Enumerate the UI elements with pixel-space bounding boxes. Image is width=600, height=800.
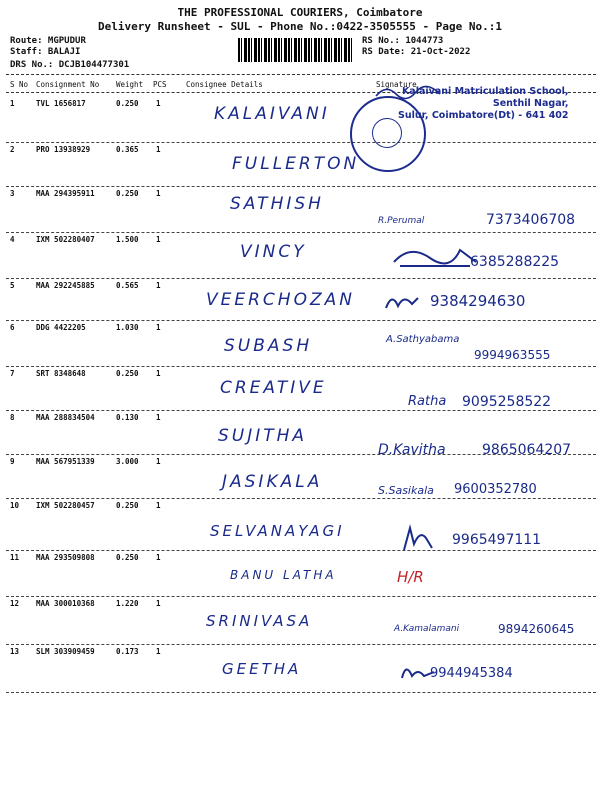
row-weight: 0.565 — [116, 281, 139, 290]
table-row — [6, 366, 596, 411]
row-pcs: 1 — [156, 235, 161, 244]
row-pcs: 1 — [156, 457, 161, 466]
table-row — [6, 454, 596, 499]
row-consignment: IXM 502280407 — [36, 235, 95, 244]
phone: 9894260645 — [498, 622, 575, 636]
row-sno: 6 — [10, 323, 15, 332]
table-row — [6, 498, 596, 551]
row-weight: 0.250 — [116, 189, 139, 198]
row-pcs: 1 — [156, 99, 161, 108]
row-weight: 1.220 — [116, 599, 139, 608]
row-weight: 1.500 — [116, 235, 139, 244]
drs-label: DRS No.: DCJB104477301 — [10, 60, 130, 70]
row-consignment: PRO 13938929 — [36, 145, 91, 154]
row-weight: 0.250 — [116, 553, 139, 562]
row-weight: 0.130 — [116, 413, 139, 422]
row-sno: 10 — [10, 501, 20, 510]
row-consignment: MAA 288834504 — [36, 413, 95, 422]
row-pcs: 1 — [156, 599, 161, 608]
row-pcs: 1 — [156, 553, 161, 562]
signature: R.Perumal — [378, 216, 425, 226]
row-consignment: SRT 8348648 — [36, 369, 86, 378]
signature-scribble — [382, 290, 422, 314]
table-row — [6, 186, 596, 233]
col-signature: Signature — [376, 80, 417, 89]
row-pcs: 1 — [156, 501, 161, 510]
consignee-name: SATHISH — [230, 194, 324, 214]
row-sno: 1 — [10, 99, 15, 108]
row-pcs: 1 — [156, 647, 161, 656]
phone: 9944945384 — [430, 666, 513, 681]
signature: A.Kamalamani — [394, 624, 460, 634]
consignee-name: SUBASH — [224, 336, 313, 356]
row-sno: 9 — [10, 457, 15, 466]
hr-mark: H/R — [397, 568, 424, 586]
phone: 9965497111 — [452, 532, 542, 548]
row-pcs: 1 — [156, 145, 161, 154]
row-pcs: 1 — [156, 413, 161, 422]
row-consignment: MAA 292245885 — [36, 281, 95, 290]
row-weight: 0.250 — [116, 501, 139, 510]
table-top-rule — [6, 74, 596, 75]
barcode — [238, 38, 354, 62]
row-pcs: 1 — [156, 369, 161, 378]
col-pcs: PCS — [153, 80, 167, 89]
phone: 7373406708 — [486, 212, 576, 228]
signature-scribble — [390, 240, 480, 270]
signature: S.Sasikala — [378, 484, 434, 497]
company-title: THE PROFESSIONAL COURIERS, Coimbatore — [177, 6, 423, 19]
row-consignment: MAA 293509808 — [36, 553, 95, 562]
row-consignment: DDG 4422205 — [36, 323, 86, 332]
col-weight: Weight — [116, 80, 144, 89]
row-weight: 0.250 — [116, 99, 139, 108]
phone: 9600352780 — [454, 482, 537, 497]
phone: 6385288225 — [470, 254, 560, 270]
consignee-name: BANU LATHA — [230, 568, 337, 582]
consignee-name: SUJITHA — [218, 426, 308, 446]
row-sno: 8 — [10, 413, 15, 422]
row-sno: 7 — [10, 369, 15, 378]
consignee-name: SRINIVASA — [206, 612, 313, 630]
row-sno: 13 — [10, 647, 20, 656]
table-row — [6, 278, 596, 321]
table-row — [6, 550, 596, 597]
school-stamp-signature — [374, 84, 444, 102]
row-sno: 2 — [10, 145, 15, 154]
consignee-name: JASIKALA — [222, 472, 323, 492]
col-sno: S No — [10, 80, 29, 89]
signature-scribble — [400, 524, 436, 554]
row-weight: 0.173 — [116, 647, 139, 656]
route-label: Route: MGPUDUR — [10, 36, 86, 46]
company-seal-inner — [372, 118, 402, 148]
row-sno: 12 — [10, 599, 20, 608]
table-row — [6, 644, 596, 693]
col-consignment: Consignment No — [36, 80, 100, 89]
consignee-name: VINCY — [240, 242, 307, 262]
row-pcs: 1 — [156, 323, 161, 332]
phone: 9384294630 — [430, 292, 526, 310]
consignee-name: SELVANAYAGI — [210, 522, 345, 540]
table-row — [6, 232, 596, 279]
row-consignment: IXM 502280457 — [36, 501, 95, 510]
row-pcs: 1 — [156, 281, 161, 290]
consignee-name: FULLERTON — [232, 154, 360, 174]
table-row — [6, 142, 596, 187]
table-row — [6, 410, 596, 458]
consignee-name: CREATIVE — [220, 378, 327, 398]
row-pcs: 1 — [156, 189, 161, 198]
signature: D.Kavitha — [378, 442, 446, 458]
row-sno: 11 — [10, 553, 20, 562]
row-sno: 3 — [10, 189, 15, 198]
staff-label: Staff: BALAJI — [10, 47, 81, 57]
signature: Ratha — [408, 394, 447, 409]
row-consignment: MAA 567951339 — [36, 457, 95, 466]
rs-number: RS No.: 1044773 — [362, 36, 444, 46]
table-row — [6, 320, 596, 367]
phone: 9095258522 — [462, 394, 552, 410]
col-consignee: Consignee Details — [186, 80, 263, 89]
row-weight: 0.365 — [116, 145, 139, 154]
row-consignment: MAA 294395911 — [36, 189, 95, 198]
phone: 9865064207 — [482, 442, 572, 458]
row-consignment: MAA 300010368 — [36, 599, 95, 608]
row-weight: 1.030 — [116, 323, 139, 332]
school-stamp: Kalaivani Matriculation School, Senthil Nagar, Sulur, Coimbatore(Dt) - 641 402 — [398, 86, 569, 121]
runsheet-subtitle: Delivery Runsheet - SUL - Phone No.:0422-3505555 - Page No.:1 — [98, 20, 502, 33]
table-row — [6, 596, 596, 645]
rs-date: RS Date: 21-Oct-2022 — [362, 47, 471, 57]
consignee-name: KALAIVANI — [214, 104, 330, 124]
row-sno: 5 — [10, 281, 15, 290]
consignee-name: VEERCHOZAN — [206, 290, 355, 310]
row-weight: 3.000 — [116, 457, 139, 466]
row-sno: 4 — [10, 235, 15, 244]
signature: A.Sathyabama — [386, 334, 460, 345]
row-weight: 0.250 — [116, 369, 139, 378]
phone: 9994963555 — [474, 348, 551, 362]
consignee-name: GEETHA — [222, 660, 302, 678]
row-consignment: TVL 1656817 — [36, 99, 86, 108]
row-consignment: SLM 303909459 — [36, 647, 95, 656]
